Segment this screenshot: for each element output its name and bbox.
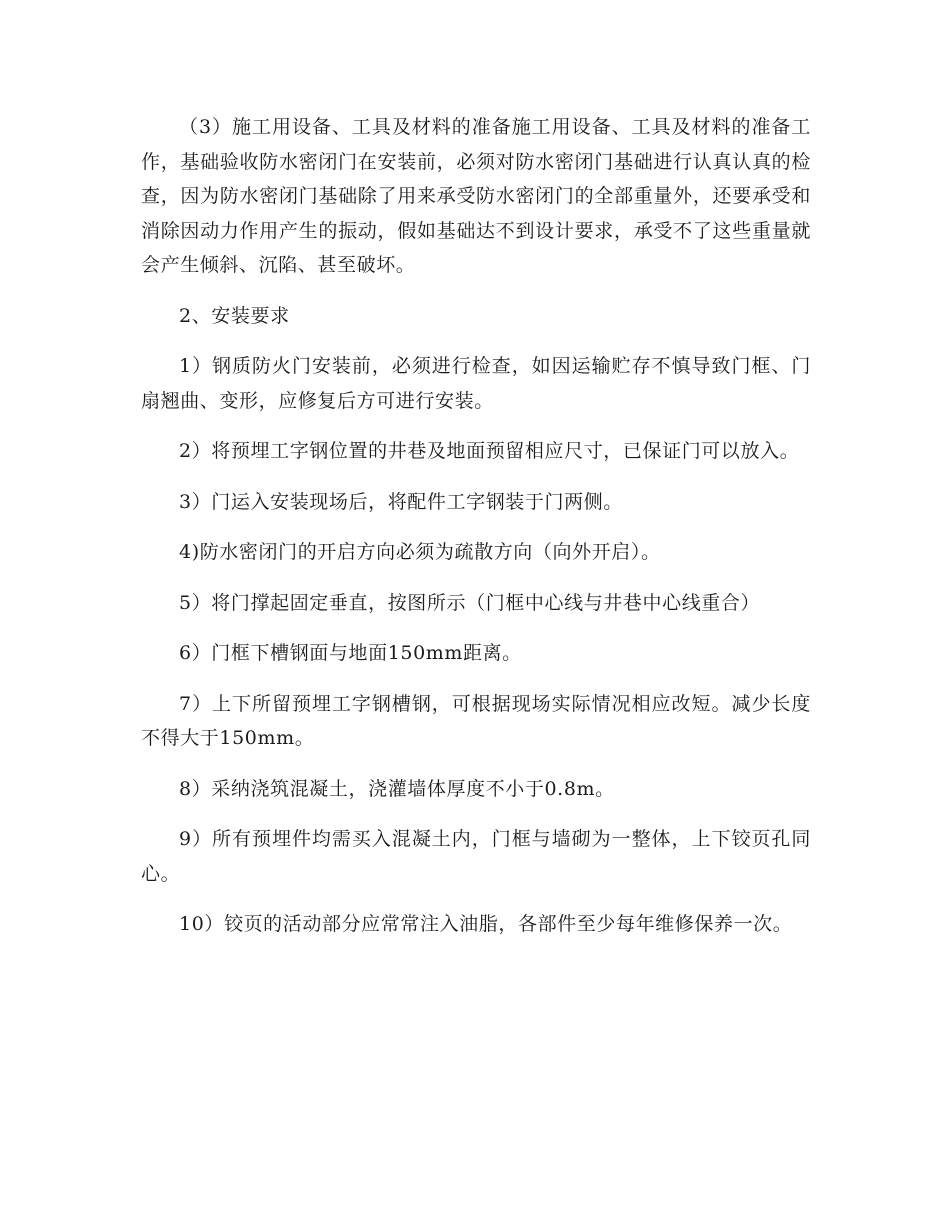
- document-body: [141, 110, 811, 958]
- paragraph-item-10: 10）铰页的活动部分应常常注入油脂，各部件至少每年维修保养一次。: [179, 913, 793, 935]
- paragraph-item-6: 6）门框下槽钢面与地面150mm距离。: [179, 642, 522, 664]
- paragraph-item-2: 2）将预埋工字钢位置的井巷及地面预留相应尺寸，已保证门可以放入。: [179, 440, 800, 462]
- paragraph-item-9: 9）所有预埋件均需买入混凝土内，门框与墙砌为一整体，上下铰页孔同心。: [141, 828, 811, 885]
- paragraph-item-3: 3）门运入安装现场后，将配件工字钢装于门两侧。: [179, 490, 623, 513]
- paragraph-preparation: （3）施工用设备、工具及材料的准备施工用设备、工具及材料的准备工作，基础验收防水密闭门在安装前，必须对防水密闭门基础进行认真认真的检查，因为防水密闭门基础除了用来承受防水密闭门的全部重量外，还要承受和消除因动力作用产生的振动，假如基础达不到设计要求，承受不了这些重量就会产生倾斜、沉陷、甚至破坏。: [141, 116, 811, 276]
- paragraph-item-1: 1）钢质防火门安装前，必须进行检查，如因运输贮存不慎导致门框、门扇翘曲、变形，应修复后方可进行安装。: [141, 355, 811, 412]
- paragraph-item-4: 4)防水密闭门的开启方向必须为疏散方向（向外开启）。: [179, 541, 661, 563]
- paragraph-item-5: 5）将门撑起固定垂直，按图所示（门框中心线与井巷中心线重合）: [179, 591, 761, 614]
- paragraph-item-7: 7）上下所留预埋工字钢槽钢，可根据现场实际情况相应改短。减少长度不得大于150mm。: [141, 692, 811, 749]
- paragraph-item-8: 8）采纳浇筑混凝土，浇灌墙体厚度不小于0.8m。: [179, 777, 615, 800]
- section-heading-installation-requirements: 2、安装要求: [179, 304, 290, 327]
